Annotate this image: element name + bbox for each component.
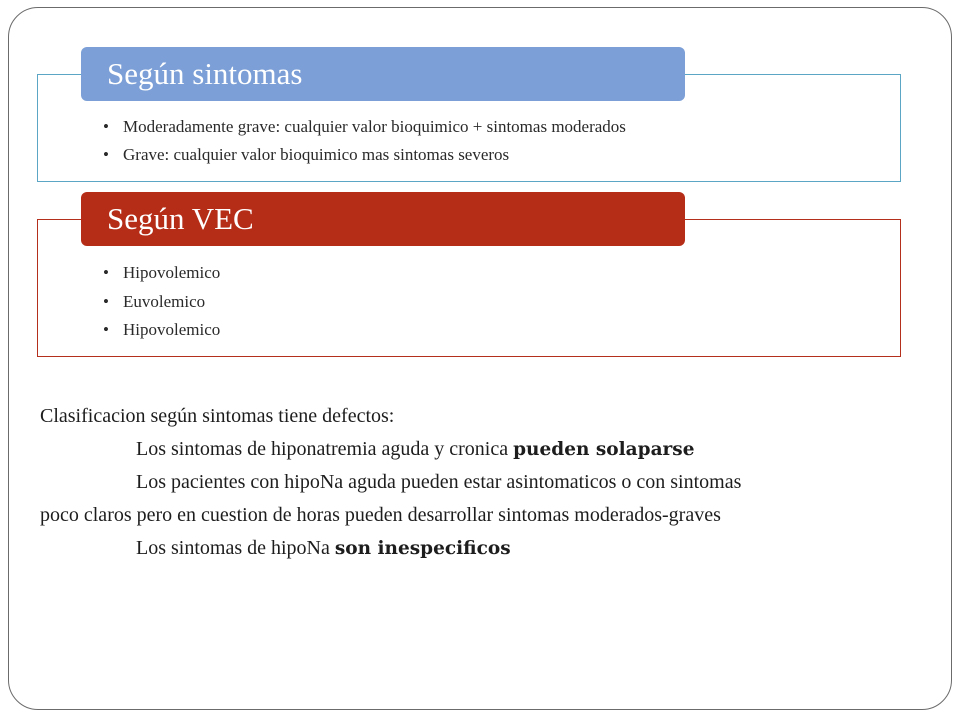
paragraph-3-text: Los sintomas de hipoNa xyxy=(136,537,335,559)
paragraph-2-line-2: poco claros pero en cuestion de horas pueden desarrollar sintomas moderados-graves xyxy=(40,504,721,526)
bullet-icon: • xyxy=(103,263,109,282)
paragraph-1-emphasis: pueden solaparse xyxy=(513,439,695,460)
list-item-text: Euvolemico xyxy=(123,291,206,311)
list-item-text: Moderadamente grave: cualquier valor bioquimico + sintomas moderados xyxy=(123,117,626,136)
bullet-icon: • xyxy=(103,145,109,164)
paragraph-3-emphasis: son inespecificos xyxy=(334,538,511,559)
paragraph-1-text: Los sintomas de hiponatremia aguda y cronica xyxy=(136,438,514,460)
list-item xyxy=(103,113,626,141)
section-header-vec: Según VEC xyxy=(81,192,685,246)
paragraph-1 xyxy=(40,433,870,466)
vec-list xyxy=(103,259,220,345)
list-item-text: Hipovolemico xyxy=(123,320,221,339)
section-header-sintomas: Según sintomas xyxy=(81,47,685,101)
bullet-icon: • xyxy=(103,117,109,136)
list-item xyxy=(103,141,626,169)
list-item xyxy=(103,259,220,288)
paragraph-3 xyxy=(40,532,870,565)
list-item-text: Hipovolemico xyxy=(123,263,221,282)
paragraph-2-line-1: Los pacientes con hipoNa aguda pueden estar asintomaticos o con sintomas xyxy=(136,471,742,493)
list-item xyxy=(103,288,220,317)
body-text xyxy=(40,400,870,565)
list-item xyxy=(103,316,220,345)
bullet-icon: • xyxy=(103,291,109,311)
intro-line: Clasificacion según sintomas tiene defectos: xyxy=(40,405,395,427)
bullet-icon: • xyxy=(103,320,109,339)
sintomas-list xyxy=(103,113,626,169)
list-item-text: Grave: cualquier valor bioquimico mas sintomas severos xyxy=(123,145,510,164)
